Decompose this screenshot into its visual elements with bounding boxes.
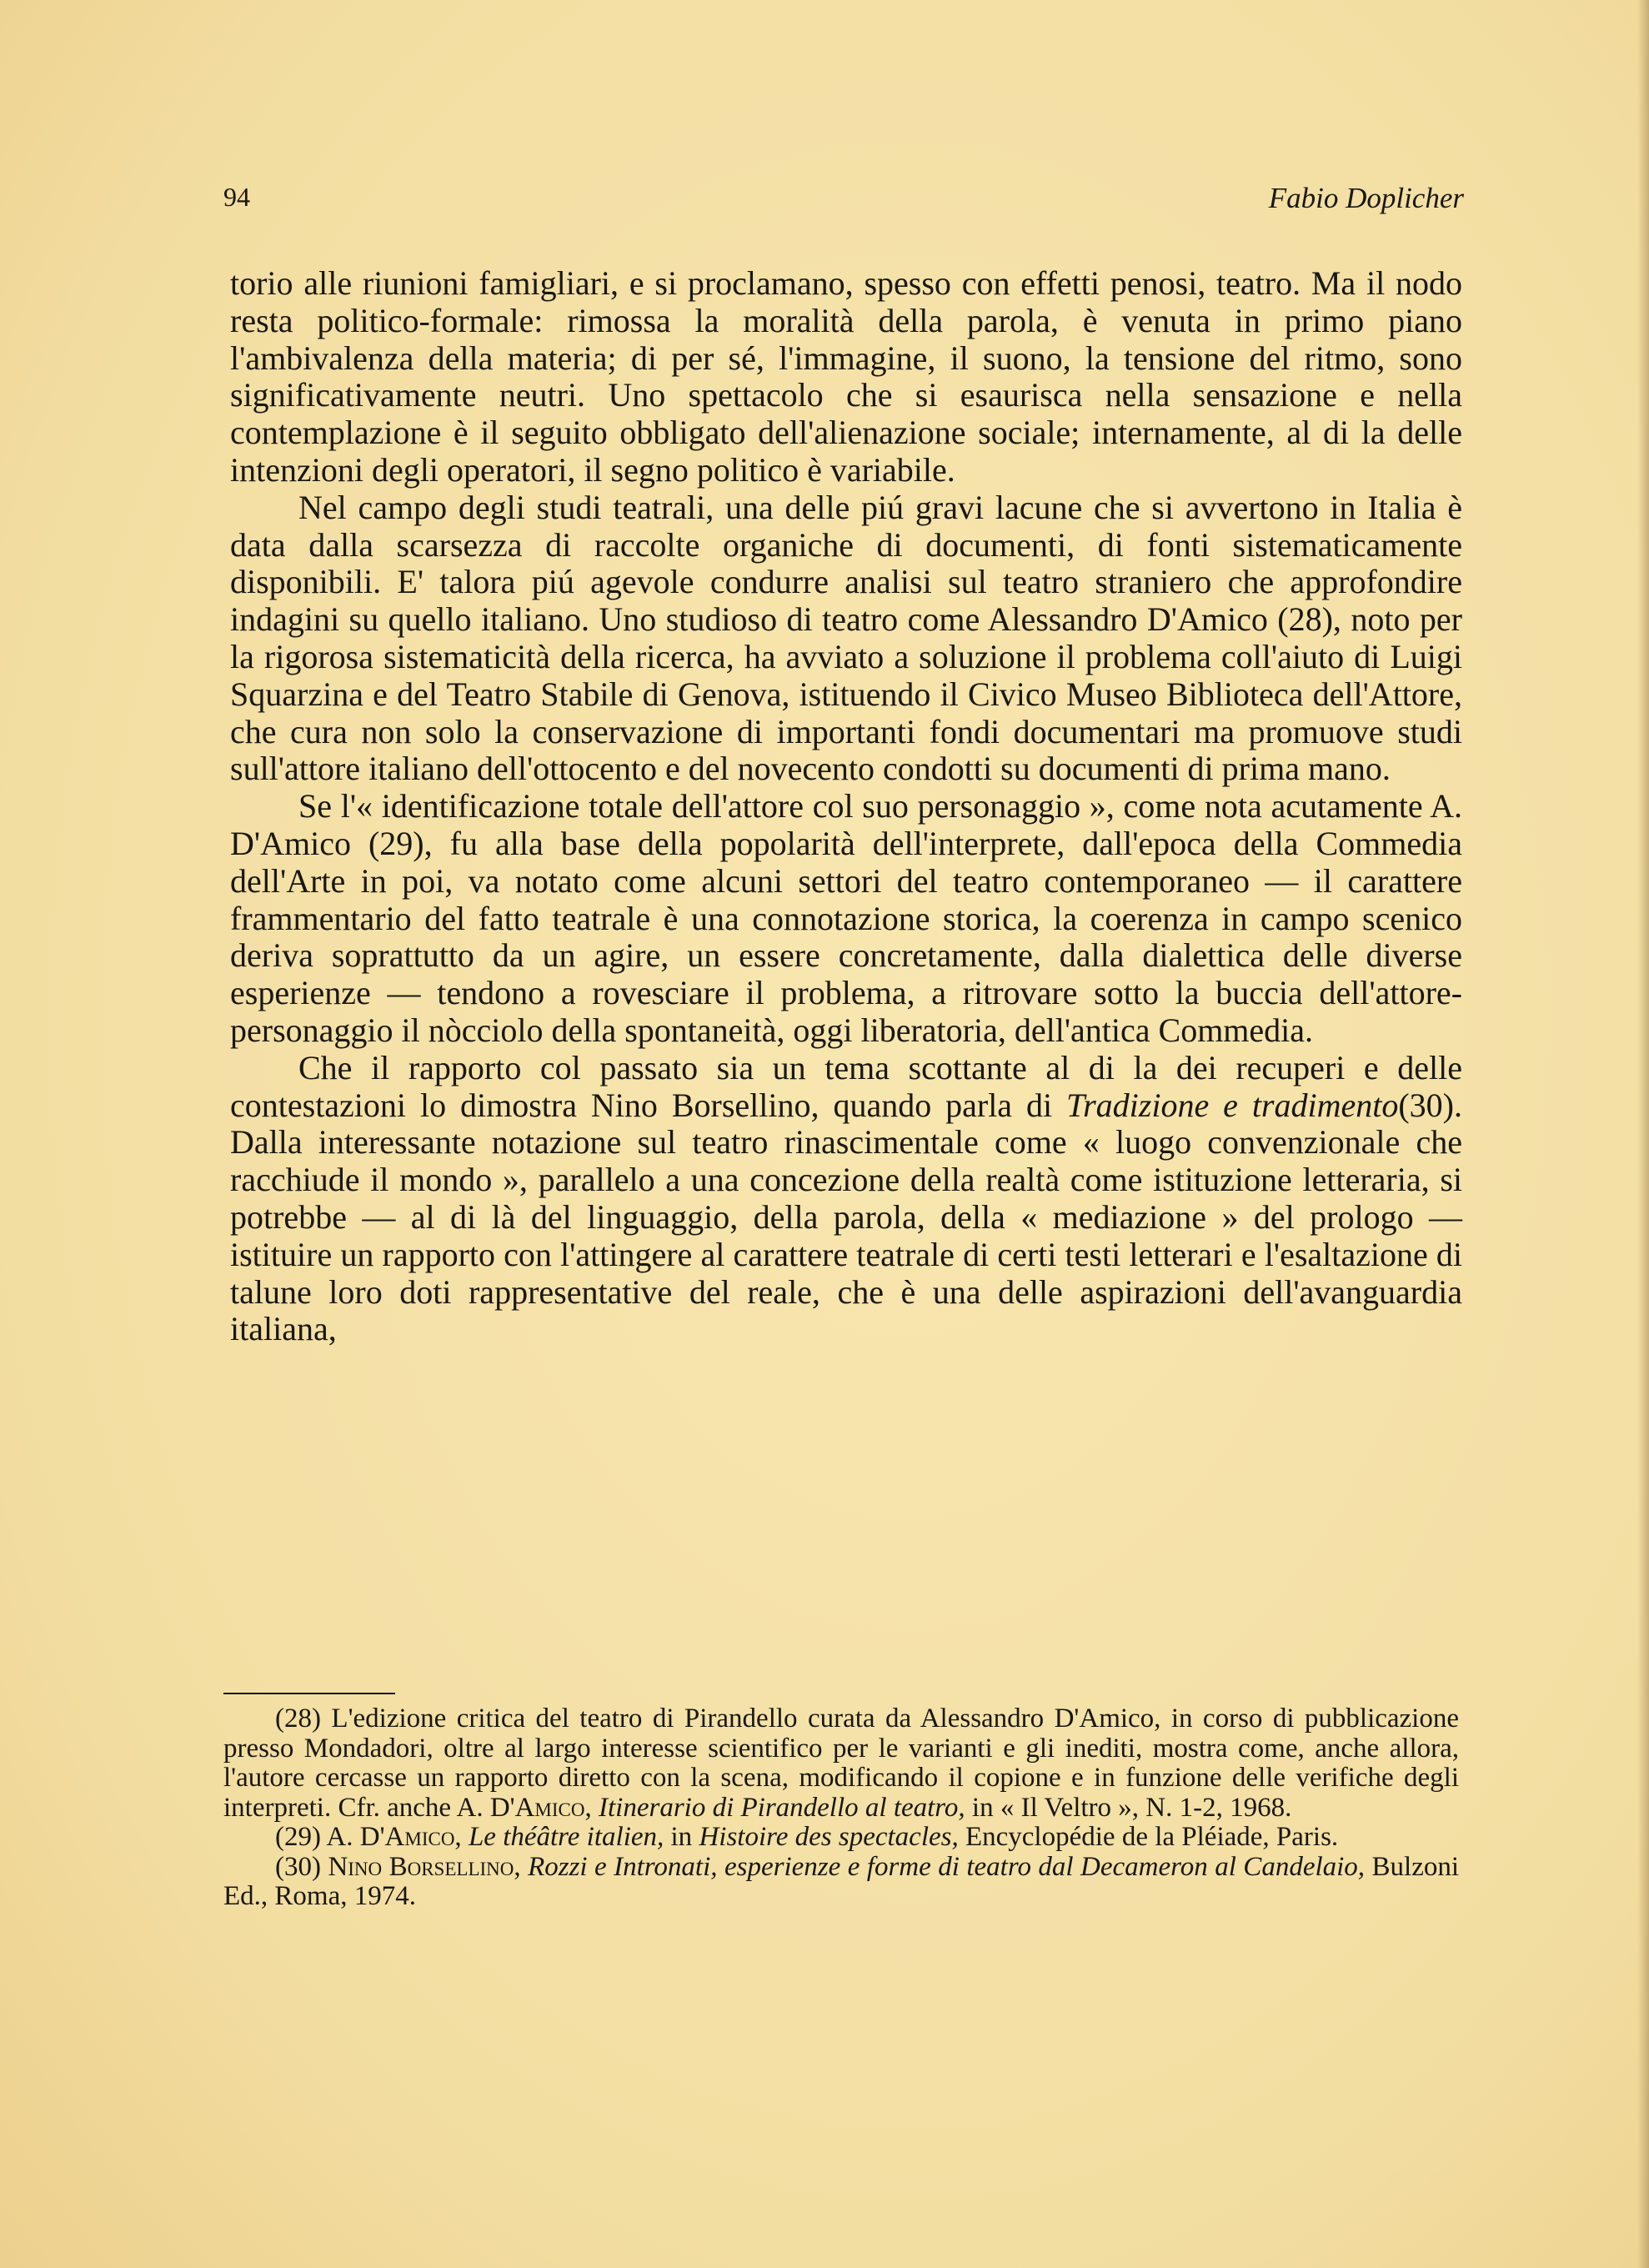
page-number: 94	[223, 182, 250, 212]
paragraph-3: Se l'« identificazione totale dell'attore col suo personaggio », come nota acutamente A. D'Amico (29), fu alla base della popolarità dell'interprete, dall'epoca della Commedia dell'Arte in poi, va notato come alcuni settori del teatro contemporaneo — il carattere frammentario del fatto teatrale è una connotazione storica, la coerenza in campo scenico deriva soprattutto da un agire, un essere concretamente, dalla dialettica delle diverse esperienze — tendono a rovesciare il problema, a ritrovare sotto la buccia dell'attore-personaggio il nòcciolo della spontaneità, oggi liberatoria, dell'antica Commedia.	[230, 787, 1462, 1049]
footnote-rule	[223, 1693, 395, 1694]
running-head: Fabio Doplicher	[1268, 182, 1464, 214]
paragraph-4-text-a: Che il rapporto col passato sia un tema scottante al di la dei recuperi e delle contestazioni lo dimostra Nino Borsellino, quando parla di	[230, 1048, 1462, 1124]
footnote-28-text-b: in « Il Veltro », N. 1-2, 1968.	[971, 1792, 1292, 1823]
page-header	[223, 182, 1464, 223]
footnote-30-title: Rozzi e Intronati, esperienze e forme di teatro dal Decameron al Candelaio,	[528, 1851, 1366, 1882]
page-edge-shadow	[1637, 0, 1649, 2268]
paragraph-1: torio alle riunioni famigliari, e si proclamano, spesso con effetti penosi, teatro. Ma il nodo resta politico-formale: rimossa la moralità della parola, è venuta in primo piano l'ambivalenza della materia; di per sé, l'immagine, il suono, la tensione del ritmo, sono significativamente neutri. Uno spettacolo che si esaurisca nella sensazione e nella contemplazione è il seguito obbligato dell'alienazione sociale; internamente, al di la delle intenzioni degli operatori, il segno politico è variabile.	[230, 264, 1462, 489]
footnote-30-number: (30)	[275, 1851, 321, 1882]
paragraph-2: Nel campo degli studi teatrali, una delle piú gravi lacune che si avvertono in Italia è data dalla scarsezza di raccolte organiche di documenti, di fonti sistematicamente disponibili. E' talora piú agevole condurre analisi sul teatro straniero che approfondire indagini su quello italiano. Uno studioso di teatro come Alessandro D'Amico (28), noto per la rigorosa sistematicità della ricerca, ha avviato a soluzione il problema coll'aiuto di Luigi Squarzina e del Teatro Stabile di Genova, istituendo il Civico Museo Biblioteca dell'Attore, che cura non solo la conservazione di importanti fondi documentari ma promuove studi sull'attore italiano dell'ottocento e del novecento condotti su documenti di prima mano.	[230, 488, 1462, 788]
footnote-29-in: in	[670, 1822, 693, 1852]
paragraph-4-text-b: (30). Dalla interessante notazione sul teatro rinascimentale come « luogo convenzionale che racchiude il mondo », parallelo a una concezione della realtà come istituzione letteraria, si potrebbe — al di là del linguaggio, della parola, della « mediazione » del prologo — istituire un rapporto con l'attingere al carattere teatrale di certi testi letterari e l'esaltazione di talune loro doti rappresentative del reale, che è una delle aspirazioni dell'avanguardia italiana,	[230, 1086, 1462, 1348]
footnote-29-text-a: A.	[326, 1822, 353, 1852]
footnote-28-author: D'Amico,	[489, 1792, 592, 1823]
footnote-30	[223, 1853, 1459, 1912]
footnote-28-number: (28)	[275, 1704, 321, 1734]
footnote-28	[223, 1704, 1459, 1823]
footnotes	[223, 1704, 1459, 1912]
footnote-29-text-b: Encyclopédie de la Pléiade, Paris.	[965, 1822, 1339, 1852]
footnote-28-text-a: L'edizione critica del teatro di Pirandello curata da Alessandro D'Amico, in corso di pubblicazione presso Mondadori, oltre al largo interesse scientifico per le varianti e gli inediti, mostra come, anche allora, l'autore cercasse un rapporto diretto con la scena, modificando il copione e in funzione delle verifiche degli interpreti. Cfr. anche A.	[223, 1704, 1459, 1823]
footnote-29-title-2: Histoire des spectacles,	[699, 1822, 959, 1852]
cited-title: Tradizione e tradimento	[1066, 1086, 1399, 1124]
body-text	[230, 265, 1462, 1348]
footnote-28-title: Itinerario di Pirandello al teatro,	[599, 1792, 965, 1823]
footnote-29-number: (29)	[275, 1822, 321, 1852]
footnote-29-author: D'Amico,	[359, 1822, 462, 1852]
footnote-30-author: Nino Borsellino,	[328, 1851, 521, 1882]
footnote-30-text-b: Bulzoni Ed., Roma, 1974.	[223, 1851, 1460, 1911]
paragraph-4	[230, 1050, 1462, 1348]
footnote-29-title: Le théâtre italien,	[468, 1822, 664, 1852]
footnote-29	[223, 1823, 1459, 1853]
